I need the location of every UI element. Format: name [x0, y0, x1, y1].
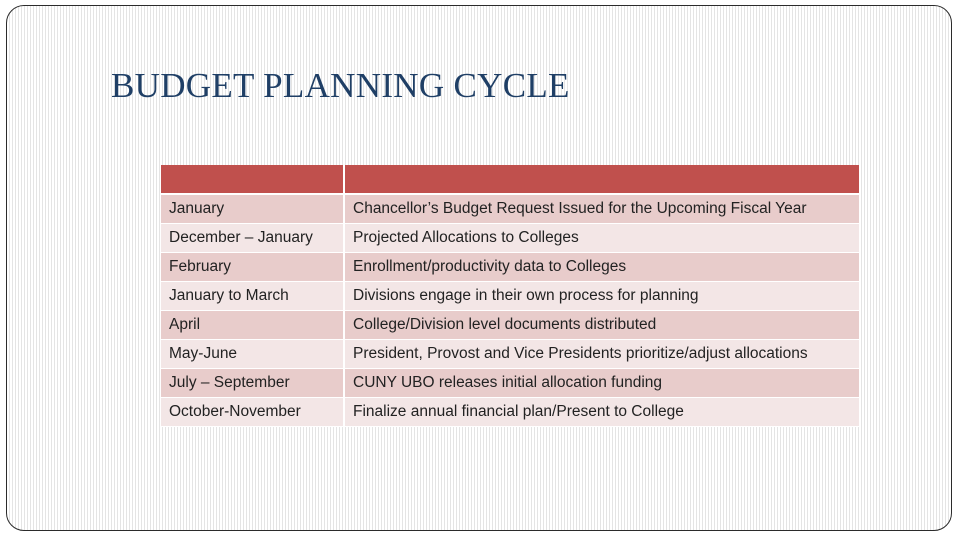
period-cell: October-November [161, 398, 345, 427]
activity-cell: College/Division level documents distributed [345, 311, 859, 340]
period-cell: December – January [161, 224, 345, 253]
period-cell: February [161, 253, 345, 282]
slide-frame [6, 5, 952, 531]
header-activity [345, 165, 859, 195]
period-cell: January [161, 195, 345, 224]
activity-cell: President, Provost and Vice Presidents prioritize/adjust allocations [345, 340, 859, 369]
budget-cycle-table [161, 165, 859, 427]
period-cell: July – September [161, 369, 345, 398]
table-row [161, 398, 859, 427]
period-cell: May-June [161, 340, 345, 369]
activity-cell: Finalize annual financial plan/Present to College [345, 398, 859, 427]
table-row [161, 195, 859, 224]
table-row [161, 253, 859, 282]
table-row [161, 224, 859, 253]
slide-title: BUDGET PLANNING CYCLE [111, 66, 570, 105]
header-period [161, 165, 345, 195]
table-header-row [161, 165, 859, 195]
table-row [161, 311, 859, 340]
activity-cell: CUNY UBO releases initial allocation funding [345, 369, 859, 398]
activity-cell: Divisions engage in their own process for planning [345, 282, 859, 311]
activity-cell: Projected Allocations to Colleges [345, 224, 859, 253]
table-row [161, 369, 859, 398]
activity-cell: Chancellor’s Budget Request Issued for the Upcoming Fiscal Year [345, 195, 859, 224]
period-cell: April [161, 311, 345, 340]
activity-cell: Enrollment/productivity data to Colleges [345, 253, 859, 282]
table-row [161, 282, 859, 311]
period-cell: January to March [161, 282, 345, 311]
table-row [161, 340, 859, 369]
